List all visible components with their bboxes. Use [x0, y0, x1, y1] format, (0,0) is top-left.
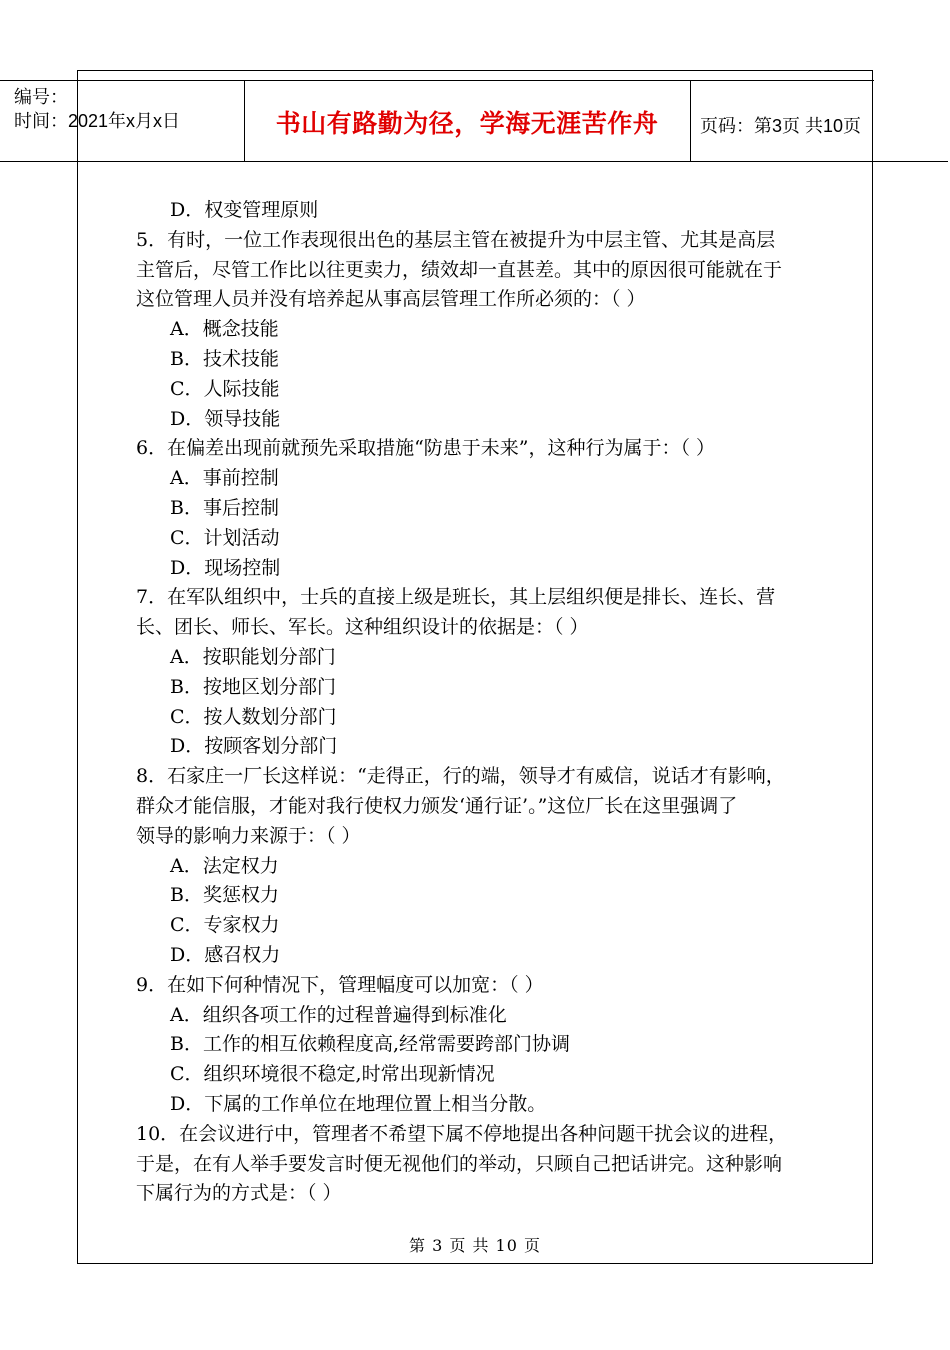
document-number-label: 编号：: [14, 87, 68, 107]
question-text-line: 主管后，尽管工作比以往更卖力，绩效却一直甚差。其中的原因很可能就在于: [136, 258, 783, 281]
header-motto: 书山有路勤为径，学海无涯苦作舟: [275, 109, 659, 138]
answer-option: D．感召权力: [170, 943, 281, 966]
header-bottom-rule: [0, 161, 948, 162]
answer-option: B．工作的相互依赖程度高,经常需要跨部门协调: [170, 1033, 571, 1056]
document-body: [136, 196, 836, 1209]
header-page-info: 页码：第3页 共10页: [700, 116, 862, 136]
question-text-line: 领导的影响力来源于：（ ）: [136, 824, 361, 847]
answer-option: C．组织环境很不稳定,时常出现新情况: [170, 1063, 495, 1086]
question-text-line: 8．石家庄一厂长这样说：“走得正，行的端，领导才有威信，说话才有影响，: [136, 765, 785, 788]
question-text-line: 6．在偏差出现前就预先采取措施“防患于未来”，这种行为属于：（ ）: [136, 437, 716, 460]
question-text-line: 7．在军队组织中，士兵的直接上级是班长，其上层组织便是排长、连长、营: [136, 586, 776, 609]
answer-option: B．事后控制: [170, 496, 279, 519]
question-text-line: 5．有时，一位工作表现很出色的基层主管在被提升为中层主管、尤其是高层: [136, 228, 776, 251]
answer-option: D．权变管理原则: [170, 199, 319, 221]
answer-option: D．现场控制: [170, 556, 281, 579]
question-text-line: 这位管理人员并没有培养起从事高层管理工作所必须的：（ ）: [136, 288, 646, 311]
question-text-line: 群众才能信服，才能对我行使权力颁发‘通行证’。”这位厂长在这里强调了: [136, 794, 738, 817]
question-text-line: 9．在如下何种情况下，管理幅度可以加宽：（ ）: [136, 973, 544, 996]
question-text-line: 长、团长、师长、军长。这种组织设计的依据是：（ ）: [136, 616, 589, 639]
answer-option: C．人际技能: [170, 377, 280, 400]
question-text-line: 于是，在有人举手要发言时便无视他们的举动，只顾自己把话讲完。这种影响: [136, 1152, 783, 1175]
header-meta: [14, 86, 180, 134]
answer-option: A．按职能划分部门: [170, 645, 336, 668]
answer-option: D．领导技能: [170, 407, 281, 430]
header-divider-right: [690, 80, 691, 161]
question-text-line: 10．在会议进行中，管理者不希望下属不停地提出各种问题干扰会议的进程，: [136, 1122, 788, 1145]
answer-option: B．奖惩权力: [170, 884, 279, 907]
header-top-rule: [0, 80, 244, 81]
document-date: 时间：2021年x月x日: [14, 111, 181, 131]
answer-option: C．按人数划分部门: [170, 705, 337, 728]
answer-option: C．专家权力: [170, 914, 280, 937]
question-text-line: 下属行为的方式是：（ ）: [136, 1182, 342, 1205]
answer-option: D．按顾客划分部门: [170, 735, 338, 758]
answer-option: A．概念技能: [170, 318, 279, 341]
answer-option: B．技术技能: [170, 347, 279, 370]
answer-option: C．计划活动: [170, 526, 280, 549]
header-top-rule-right: [244, 80, 874, 81]
answer-option: A．法定权力: [170, 854, 279, 877]
answer-option: D．下属的工作单位在地理位置上相当分散。: [170, 1092, 547, 1115]
page-footer: 第 3 页 共 10 页: [409, 1236, 541, 1255]
answer-option: A．组织各项工作的过程普遍得到标准化: [170, 1003, 507, 1026]
answer-option: A．事前控制: [170, 467, 279, 490]
answer-option: B．按地区划分部门: [170, 675, 336, 698]
